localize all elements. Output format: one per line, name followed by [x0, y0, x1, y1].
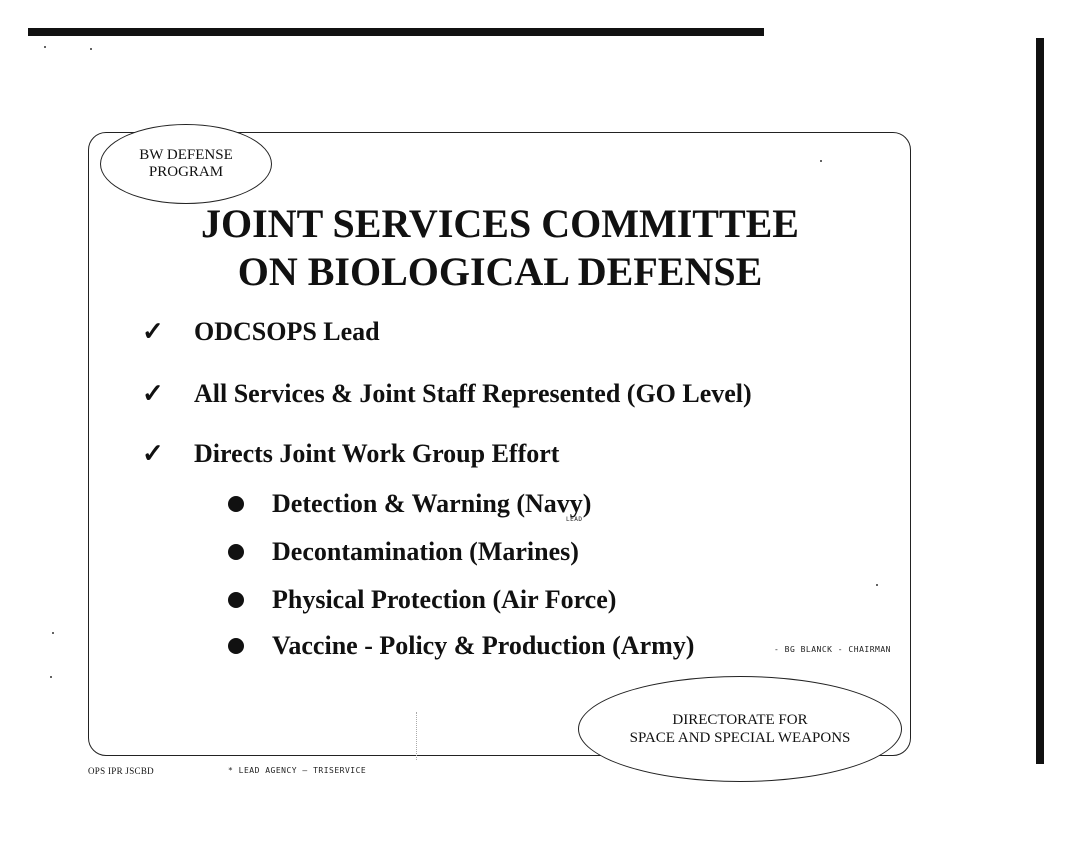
check-mark-icon: ✓ — [142, 439, 164, 468]
slide-title — [120, 200, 880, 296]
handwritten-chairman-note: - BG BLANCK - CHAIRMAN — [774, 645, 891, 654]
check-mark-icon: ✓ — [142, 317, 164, 346]
handwritten-lead-mark: LEAD — [566, 516, 583, 523]
title-line: JOINT SERVICES COMMITTEE — [201, 201, 799, 246]
footer-code: OPS IPR JSCBD — [88, 766, 154, 776]
bw-defense-program-badge — [100, 124, 272, 204]
title-line: ON BIOLOGICAL DEFENSE — [237, 249, 763, 294]
scan-speck — [52, 632, 54, 634]
scan-speck — [50, 676, 52, 678]
badge-line: PROGRAM — [148, 164, 224, 180]
check-item-label: All Services & Joint Staff Represented (GO Level) — [194, 379, 752, 408]
sub-item-decontamination — [228, 536, 579, 568]
right-scan-bar — [1036, 38, 1044, 764]
badge-line: DIRECTORATE FOR — [672, 712, 808, 728]
check-item-label: ODCSOPS Lead — [194, 317, 380, 346]
scan-speck — [44, 46, 46, 48]
handwritten-footer-note: * LEAD AGENCY – TRISERVICE — [228, 766, 367, 775]
badge-line: BW DEFENSE — [139, 147, 233, 163]
badge-line: SPACE AND SPECIAL WEAPONS — [629, 730, 851, 746]
check-mark-icon: ✓ — [142, 379, 164, 408]
sub-item-label: Decontamination (Marines) — [272, 537, 579, 566]
sub-item-vaccine — [228, 630, 694, 662]
check-item-odcsops — [142, 316, 380, 348]
bullet-icon — [228, 592, 244, 608]
sub-item-detection — [228, 488, 591, 520]
directorate-badge — [578, 676, 902, 782]
sub-item-label: Physical Protection (Air Force) — [272, 585, 617, 614]
check-item-services — [142, 378, 752, 410]
bullet-icon — [228, 544, 244, 560]
bullet-icon — [228, 638, 244, 654]
bullet-icon — [228, 496, 244, 512]
scan-artifact-line — [416, 712, 417, 760]
check-item-label: Directs Joint Work Group Effort — [194, 439, 560, 468]
sub-item-label: Vaccine - Policy & Production (Army) — [272, 631, 695, 660]
top-scan-bar — [28, 28, 764, 36]
check-item-directs — [142, 438, 559, 470]
sub-item-protection — [228, 584, 616, 616]
scan-speck — [90, 48, 92, 50]
sub-item-label: Detection & Warning (Navy) — [272, 489, 592, 518]
